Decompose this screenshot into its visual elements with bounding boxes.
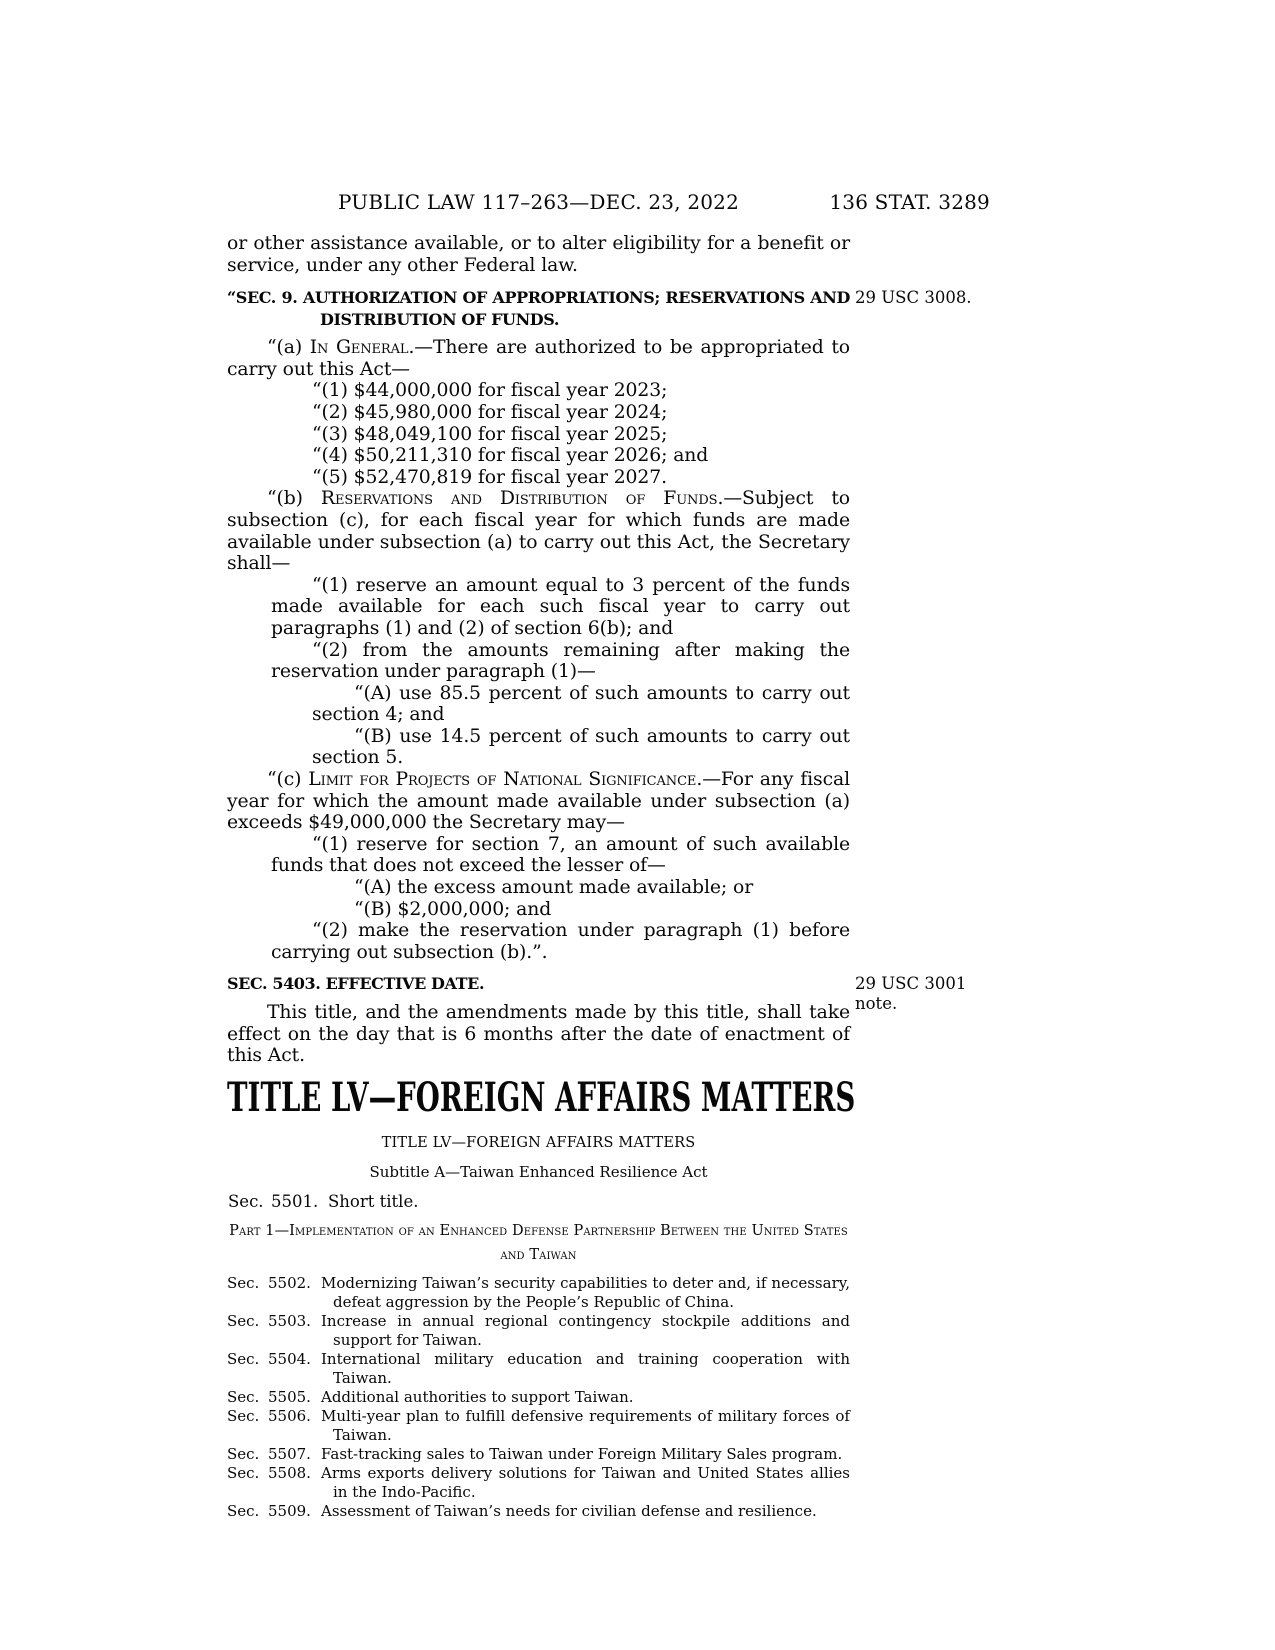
effective-date-paragraph: This title, and the amendments made by this title, shall take effect on the day that is 6 months after the date of enactment of this Act. <box>227 1001 850 1067</box>
subsection-b-paragraph <box>227 488 850 574</box>
subsection-c-text: .—For any fiscal year for which the amount made available under subsection (a) exceeds $49,000,000 the Secretary may— <box>227 769 850 834</box>
item-b2: “(2) from the amounts remaining after making the reservation under paragraph (1)— <box>271 639 850 683</box>
toc-sec-label: Sec. <box>227 1444 260 1463</box>
toc-title-heading: TITLE LV—FOREIGN AFFAIRS MATTERS <box>381 1134 696 1151</box>
header-law-citation: PUBLIC LAW 117–263—DEC. 23, 2022 <box>337 190 740 214</box>
subsection-a-paragraph <box>227 337 850 380</box>
toc-sec-label: Sec. <box>227 1501 260 1520</box>
running-header <box>227 190 990 216</box>
appropriation-item-2: “(2) $45,980,000 for fiscal year 2024; <box>312 401 668 423</box>
item-c1b: “(B) $2,000,000; and <box>354 898 552 920</box>
subsection-a-label: “(a) <box>267 337 310 359</box>
item-c1: “(1) reserve for section 7, an amount of such available funds that does not exceed the lesser of— <box>271 833 850 877</box>
section-5403-heading-text: SEC. 5403. EFFECTIVE DATE. <box>227 974 485 994</box>
subsection-c-paragraph <box>227 769 850 834</box>
toc-section-title: Assessment of Taiwan’s needs for civilian defense and resilience. <box>321 1501 817 1520</box>
toc-section-number: 5509. <box>268 1501 311 1520</box>
title-lv-banner: TITLE LV—FOREIGN AFFAIRS MATTERS <box>227 1073 856 1121</box>
toc-section-title: Increase in annual regional contingency stockpile additions and support for Taiwan. <box>321 1311 850 1349</box>
toc-entry-5509 <box>227 1502 850 1521</box>
toc-section-number: 5504. <box>268 1349 311 1368</box>
continuation-paragraph: or other assistance available, or to alter eligibility for a benefit or service, under any other Federal law. <box>227 233 850 276</box>
header-statute-page-number: 136 STAT. 3289 <box>829 190 990 214</box>
toc-section-title: Fast-tracking sales to Taiwan under Foreign Military Sales program. <box>321 1444 843 1463</box>
toc-entry-5502 <box>227 1274 850 1312</box>
subsection-b-smallcaps: Reservations and Distribution of Funds <box>320 488 718 510</box>
toc-sec-label: Sec. <box>227 1463 260 1482</box>
toc-entry-5504 <box>227 1350 850 1388</box>
appropriation-item-3: “(3) $48,049,100 for fiscal year 2025; <box>312 423 668 445</box>
margin-note-29-usc-3008: 29 USC 3008. <box>855 288 972 308</box>
toc-entry-5505 <box>227 1388 850 1407</box>
item-b1: “(1) reserve an amount equal to 3 percent of the funds made available for each such fiscal year to carry out paragraphs (1) and (2) of section 6(b); and <box>271 574 850 639</box>
toc-sec-label: Sec. <box>227 1349 260 1368</box>
toc-section-title: Modernizing Taiwan’s security capabilities to deter and, if necessary, defeat aggression by the People’s Republic of China. <box>321 1273 850 1311</box>
toc-section-title: Arms exports delivery solutions for Taiwan and United States allies in the Indo-Pacific. <box>321 1463 850 1501</box>
toc-section-number: 5507. <box>268 1444 311 1463</box>
toc-sec-label: Sec. <box>227 1273 260 1292</box>
toc-section-number: 5501. <box>271 1191 319 1211</box>
subsection-c-smallcaps: Limit for Projects of National Significance <box>308 769 697 791</box>
toc-section-title: International military education and training cooperation with Taiwan. <box>321 1349 850 1387</box>
toc-sec-label: Sec. <box>227 1311 260 1330</box>
item-b2b: “(B) use 14.5 percent of such amounts to carry out section 5. <box>312 725 850 769</box>
subsection-a-text: .—There are authorized to be appropriated to carry out this Act— <box>227 337 850 380</box>
toc-part-1-heading: Part 1—Implementation of an Enhanced Defense Partnership Between the United States and Taiwan <box>229 1222 848 1263</box>
toc-sec-label: Sec. <box>227 1387 260 1406</box>
toc-section-title: Short title. <box>328 1191 419 1211</box>
toc-entry-5501 <box>228 1191 850 1212</box>
toc-subtitle-a: Subtitle A—Taiwan Enhanced Resilience Act <box>369 1162 708 1181</box>
toc-sec-label: Sec. <box>227 1406 260 1425</box>
subsection-b-label: “(b) <box>267 488 321 510</box>
toc-entry-5507 <box>227 1445 850 1464</box>
toc-section-number: 5502. <box>268 1273 311 1292</box>
subsection-b-text: .—Subject to subsection (c), for each fiscal year for which funds are made available under subsection (a) to carry out this Act, the Secretary shall— <box>227 488 850 575</box>
section-9-heading <box>227 287 972 330</box>
toc-section-number: 5503. <box>268 1311 311 1330</box>
toc-section-title: Additional authorities to support Taiwan. <box>321 1387 634 1406</box>
toc-list <box>227 1274 850 1521</box>
toc-entry-5506 <box>227 1407 850 1445</box>
toc-section-number: 5506. <box>268 1406 311 1425</box>
item-b2a: “(A) use 85.5 percent of such amounts to carry out section 4; and <box>312 682 850 726</box>
subsection-c-label: “(c) <box>267 769 309 791</box>
appropriation-item-4: “(4) $50,211,310 for fiscal year 2026; and <box>312 445 709 467</box>
section-9-heading-text: “SEC. 9. AUTHORIZATION OF APPROPRIATIONS; RESERVATIONS AND DISTRIBUTION OF FUNDS. <box>227 288 850 329</box>
toc-entry-5503 <box>227 1312 850 1350</box>
appropriation-item-5: “(5) $52,470,819 for fiscal year 2027. <box>312 466 667 488</box>
section-5403-heading <box>227 973 967 1014</box>
toc-section-title: Multi-year plan to fulfill defensive requirements of military forces of Taiwan. <box>321 1406 850 1444</box>
item-c2: “(2) make the reservation under paragraph (1) before carrying out subsection (b).”. <box>271 920 850 963</box>
margin-note-29-usc-3001: 29 USC 3001 note. <box>855 974 967 1014</box>
toc-sec-label: Sec. <box>228 1191 264 1211</box>
subsection-a-smallcaps: In General <box>309 337 409 359</box>
toc-section-number: 5505. <box>268 1387 311 1406</box>
toc-section-number: 5508. <box>268 1463 311 1482</box>
toc-entry-5508 <box>227 1464 850 1502</box>
item-c1a: “(A) the excess amount made available; or <box>354 877 754 899</box>
appropriation-item-1: “(1) $44,000,000 for fiscal year 2023; <box>312 380 668 402</box>
text-column <box>227 233 972 1521</box>
